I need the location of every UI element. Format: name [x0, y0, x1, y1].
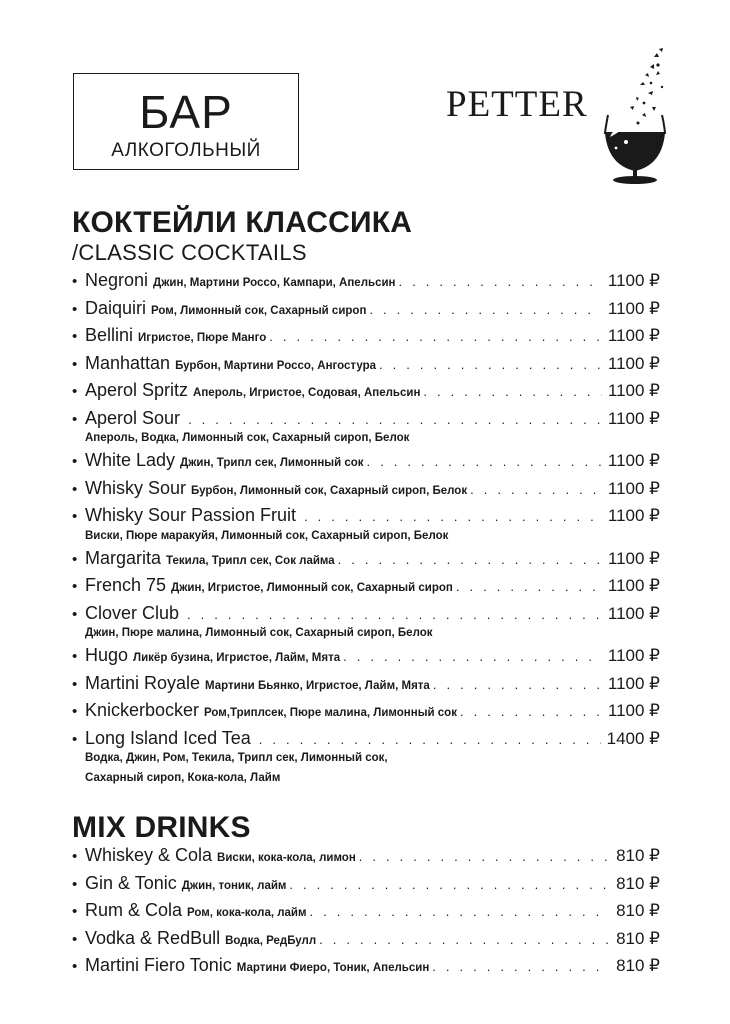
dot-leader	[304, 509, 602, 524]
menu-item-row	[72, 673, 660, 701]
menu-item-ingredients: Водка, РедБулл	[225, 934, 317, 947]
menu-item	[72, 645, 660, 673]
menu-item-name: Clover Club	[85, 602, 180, 623]
menu-item-ingredients: Бурбон, Лимонный сок, Сахарный сироп, Белок	[191, 484, 468, 497]
menu-item	[72, 873, 660, 901]
menu-item-price: 1100 ₽	[607, 576, 660, 595]
menu-item-name: Vodka & RedBull	[85, 927, 221, 948]
menu-item-price: 1100 ₽	[607, 506, 660, 525]
menu-item-name: Hugo	[85, 645, 129, 665]
menu-item	[72, 408, 660, 449]
menu-item-ingredients: Апероль, Игристое, Содовая, Апельсин	[193, 387, 421, 399]
bullet-icon: •	[72, 703, 78, 720]
section-title-cocktails: КОКТЕЙЛИ КЛАССИКА	[72, 206, 413, 239]
menu-item-ingredients: Джин, тоник, лайм	[181, 879, 287, 892]
dot-leader	[369, 302, 601, 317]
dot-leader	[460, 704, 602, 719]
menu-item-price: 1100 ₽	[607, 701, 660, 720]
section-title-mix: MIX DRINKS	[72, 811, 251, 844]
menu-item-ingredients: Мартини Фиеро, Тоник, Апельсин	[236, 962, 430, 974]
menu-item	[72, 298, 660, 326]
page-title: БАР	[139, 86, 233, 138]
logo-text: PETTER	[446, 84, 588, 125]
menu-item-ingredients: Игристое, Пюре Манго	[138, 332, 267, 344]
menu-item-row	[72, 700, 660, 728]
menu-item	[72, 845, 660, 873]
menu-item	[72, 450, 660, 478]
menu-item-row	[72, 900, 660, 928]
petter-logo	[440, 45, 670, 190]
menu-item	[72, 575, 660, 603]
menu-item-name: Martini Royale	[85, 672, 201, 693]
section-subtitle-cocktails: /CLASSIC COCKTAILS	[72, 240, 307, 265]
bullet-icon: •	[72, 355, 78, 373]
menu-item-price: 1100 ₽	[607, 646, 660, 665]
menu-item-price: 810 ₽	[616, 928, 660, 948]
menu-item-price: 1100 ₽	[607, 548, 660, 568]
menu-item	[72, 353, 660, 381]
menu-item-price: 810 ₽	[616, 901, 660, 920]
menu-item-price: 810 ₽	[616, 956, 660, 975]
menu-item-name: Aperol Spritz	[85, 380, 189, 400]
bullet-icon: •	[72, 273, 78, 290]
menu-item-ingredients: Водка, Джин, Ром, Текила, Трипл сек, Лимонный сок,	[85, 752, 388, 764]
menu-item-ingredients: Джин, Трипл сек, Лимонный сок	[180, 457, 364, 469]
dot-leader	[269, 329, 602, 344]
menu-item-name: Margarita	[85, 547, 162, 568]
menu-item-row	[72, 955, 660, 983]
menu-item-price: 1100 ₽	[607, 603, 660, 623]
bullet-icon: •	[72, 578, 78, 595]
menu-item-ingredients: Ром, Лимонный сок, Сахарный сироп	[151, 304, 367, 317]
menu-item-ingredients: Джин, Игристое, Лимонный сок, Сахарный сироп	[171, 582, 453, 594]
menu-item-row	[72, 845, 660, 873]
dot-leader	[359, 849, 610, 864]
menu-item	[72, 325, 660, 353]
menu-item-price: 1100 ₽	[607, 478, 660, 498]
menu-item	[72, 380, 660, 408]
menu-item-name: White Lady	[85, 450, 176, 470]
bullet-icon: •	[72, 605, 78, 623]
dot-leader	[343, 649, 602, 664]
menu-item-ingredients: Сахарный сироп, Кока-кола, Лайм	[85, 772, 281, 784]
dot-leader	[456, 579, 602, 594]
bullet-icon: •	[72, 550, 78, 568]
menu-item-ingredients: Джин, Мартини Россо, Кампари, Апельсин	[153, 277, 396, 289]
menu-item-name: Whiskey & Cola	[85, 845, 213, 865]
menu-item	[72, 728, 660, 789]
menu-item-ingredients: Виски, кока-кола, лимон	[217, 852, 356, 864]
dot-leader	[188, 412, 602, 427]
bullet-icon: •	[72, 453, 78, 470]
dot-leader	[433, 677, 602, 692]
menu-item-name: Manhattan	[85, 352, 171, 373]
menu-item-name: Rum & Cola	[85, 900, 183, 920]
menu-item	[72, 700, 660, 728]
dot-leader	[470, 482, 602, 497]
bullet-icon: •	[72, 328, 78, 345]
menu-item-name: Gin & Tonic	[85, 872, 177, 893]
menu-item	[72, 505, 660, 546]
menu-item-ingredients: Ликёр бузина, Игристое, Лайм, Мята	[133, 652, 341, 664]
menu-item-name: Long Island Iced Tea	[85, 727, 251, 748]
menu-item	[72, 673, 660, 701]
menu-item-price: 810 ₽	[616, 846, 660, 865]
menu-item-row	[72, 873, 660, 901]
menu-item-price: 1100 ₽	[607, 298, 660, 318]
menu-item	[72, 928, 660, 956]
menu-item-name: Bellini	[85, 325, 134, 345]
menu-item	[72, 548, 660, 576]
menu-item-price: 1100 ₽	[607, 271, 660, 290]
menu-item-row	[72, 353, 660, 381]
bullet-icon: •	[72, 648, 78, 665]
menu-item-row	[72, 450, 660, 478]
menu-item	[72, 478, 660, 506]
menu-item-name: Daiquiri	[85, 297, 147, 318]
mix-drinks-list	[72, 845, 660, 983]
dot-leader	[379, 357, 602, 372]
menu-item-price: 1400 ₽	[606, 728, 660, 748]
bullet-icon: •	[72, 480, 78, 498]
bullet-icon: •	[72, 875, 78, 893]
dot-leader	[319, 932, 610, 947]
menu-item-name: Whisky Sour	[85, 477, 187, 498]
menu-item-price: 1100 ₽	[607, 451, 660, 470]
menu-item-row	[72, 478, 660, 506]
menu-item-row	[72, 325, 660, 353]
bullet-icon: •	[72, 675, 78, 693]
menu-item-name: Martini Fiero Tonic	[85, 955, 232, 975]
menu-item-price: 1100 ₽	[607, 353, 660, 373]
bullet-icon: •	[72, 410, 78, 428]
menu-item-row	[72, 380, 660, 408]
menu-item-ingredients: Бурбон, Мартини Россо, Ангостура	[175, 359, 377, 372]
menu-item-row	[72, 575, 660, 603]
menu-item-ingredients: Текила, Трипл сек, Сок лайма	[166, 554, 335, 567]
menu-item-row	[72, 548, 660, 576]
menu-item-price: 1100 ₽	[607, 381, 660, 400]
menu-item-row	[72, 645, 660, 673]
dot-leader	[289, 877, 610, 892]
menu-item-price: 810 ₽	[616, 873, 660, 893]
dot-leader	[367, 454, 602, 469]
menu-item-ingredients: Ром,Триплсек, Пюре малина, Лимонный сок	[204, 707, 457, 719]
dot-leader	[423, 384, 601, 399]
dot-leader	[338, 552, 602, 567]
menu-item-row	[72, 928, 660, 956]
menu-item-ingredients: Виски, Пюре маракуйя, Лимонный сок, Сахарный сироп, Белок	[85, 529, 449, 542]
menu-item-ingredients: Мартини Бьянко, Игристое, Лайм, Мята	[205, 679, 430, 692]
menu-item-name: Aperol Sour	[85, 407, 181, 428]
dot-leader	[310, 904, 611, 919]
menu-item-name: French 75	[85, 575, 167, 595]
menu-item-ingredients: Джин, Пюре малина, Лимонный сок, Сахарный сироп, Белок	[85, 627, 433, 639]
bullet-icon: •	[72, 300, 78, 318]
menu-item-price: 1100 ₽	[607, 326, 660, 345]
dot-leader	[187, 607, 602, 622]
bullet-icon: •	[72, 730, 78, 748]
menu-item-price: 1100 ₽	[607, 673, 660, 693]
menu-item-name: Knickerbocker	[85, 700, 200, 720]
dot-leader	[259, 732, 601, 747]
menu-item	[72, 900, 660, 928]
menu-item	[72, 270, 660, 298]
menu-item-row	[72, 298, 660, 326]
bullet-icon: •	[72, 958, 78, 975]
menu-item-ingredients: Ром, кока-кола, лайм	[187, 907, 307, 919]
bullet-icon: •	[72, 508, 78, 525]
title-box	[73, 73, 299, 170]
menu-item	[72, 955, 660, 983]
menu-item-price: 1100 ₽	[607, 408, 660, 428]
page-subtitle: АЛКОГОЛЬНЫЙ	[111, 140, 261, 161]
dot-leader	[399, 274, 602, 289]
bullet-icon: •	[72, 383, 78, 400]
cocktail-list	[72, 270, 660, 790]
dot-leader	[432, 959, 610, 974]
bullet-icon: •	[72, 903, 78, 920]
bullet-icon: •	[72, 848, 78, 865]
bullet-icon: •	[72, 930, 78, 948]
menu-item-name: Whisky Sour Passion Fruit	[85, 505, 297, 525]
menu-item-row	[72, 270, 660, 298]
menu-item-name: Negroni	[85, 270, 149, 290]
menu-item-ingredients: Апероль, Водка, Лимонный сок, Сахарный сироп, Белок	[85, 432, 410, 444]
menu-item	[72, 603, 660, 644]
